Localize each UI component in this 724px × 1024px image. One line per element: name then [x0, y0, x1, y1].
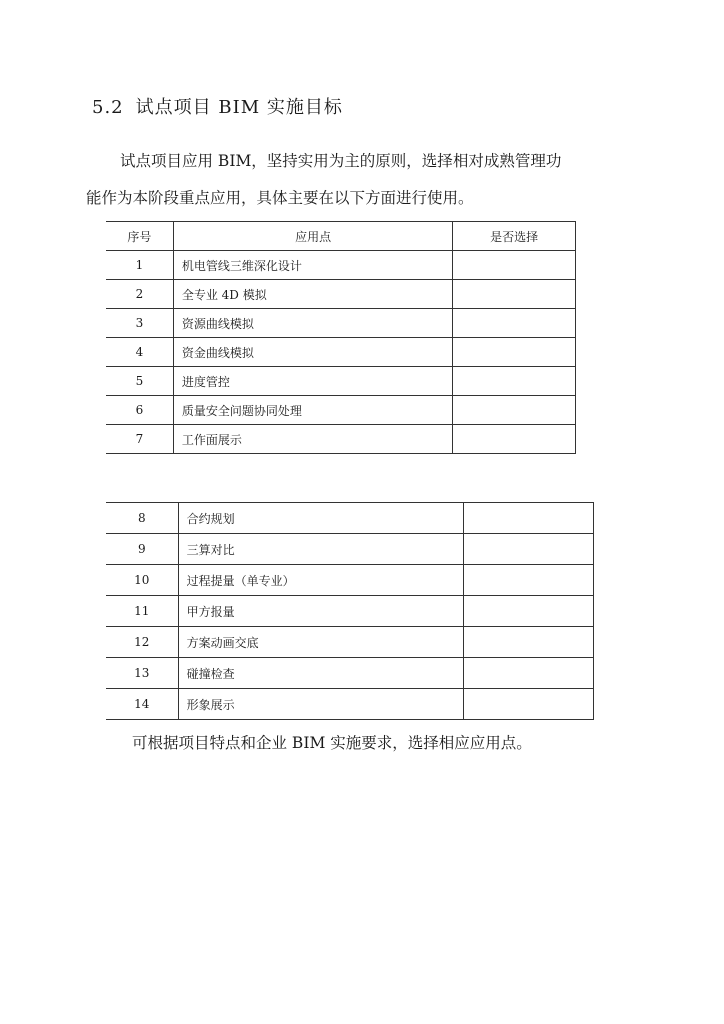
table-row [106, 627, 594, 658]
cell-select[interactable] [463, 565, 593, 596]
cell-no: 2 [106, 280, 173, 309]
table-row [106, 658, 594, 689]
cell-no: 13 [106, 658, 178, 689]
cell-item: 质量安全问题协同处理 [173, 396, 453, 425]
cell-select[interactable] [453, 367, 576, 396]
section-number: 5.2 [92, 97, 124, 118]
cell-no: 7 [106, 425, 173, 454]
table-row [106, 534, 594, 565]
cell-item: 甲方报量 [178, 596, 463, 627]
cell-select[interactable] [463, 534, 593, 565]
cell-select[interactable] [463, 503, 593, 534]
cell-select[interactable] [453, 396, 576, 425]
cell-item: 三算对比 [178, 534, 463, 565]
cell-item: 进度管控 [173, 367, 453, 396]
table-row [106, 280, 576, 309]
section-heading [92, 93, 343, 119]
cell-no: 14 [106, 689, 178, 720]
cell-no: 1 [106, 251, 173, 280]
cell-item: 过程提量（单专业） [178, 565, 463, 596]
cell-select[interactable] [453, 309, 576, 338]
intro-line-2: 能作为本阶段重点应用，具体主要在以下方面进行使用。 [86, 189, 474, 207]
cell-no: 12 [106, 627, 178, 658]
table-row [106, 338, 576, 367]
cell-item: 合约规划 [178, 503, 463, 534]
header-application: 应用点 [173, 222, 453, 251]
section-title: 试点项目 BIM 实施目标 [135, 97, 343, 118]
intro-paragraph [86, 143, 616, 217]
cell-select[interactable] [453, 251, 576, 280]
cell-item: 碰撞检查 [178, 658, 463, 689]
table-row [106, 503, 594, 534]
application-table-2 [106, 502, 594, 720]
table-row [106, 425, 576, 454]
cell-item: 资源曲线模拟 [173, 309, 453, 338]
table-row [106, 309, 576, 338]
cell-no: 6 [106, 396, 173, 425]
cell-no: 5 [106, 367, 173, 396]
header-select: 是否选择 [453, 222, 576, 251]
table-header-row [106, 222, 576, 251]
closing-paragraph: 可根据项目特点和企业 BIM 实施要求，选择相应应用点。 [132, 734, 532, 752]
cell-select[interactable] [463, 627, 593, 658]
cell-item: 方案动画交底 [178, 627, 463, 658]
cell-item: 全专业 4D 模拟 [173, 280, 453, 309]
cell-item: 形象展示 [178, 689, 463, 720]
cell-no: 3 [106, 309, 173, 338]
cell-item: 机电管线三维深化设计 [173, 251, 453, 280]
application-table-1 [106, 221, 576, 454]
cell-no: 11 [106, 596, 178, 627]
table-row [106, 396, 576, 425]
table-row [106, 367, 576, 396]
header-no: 序号 [106, 222, 173, 251]
cell-no: 8 [106, 503, 178, 534]
cell-select[interactable] [453, 425, 576, 454]
cell-select[interactable] [463, 658, 593, 689]
table-row [106, 565, 594, 596]
cell-item: 工作面展示 [173, 425, 453, 454]
table-row [106, 596, 594, 627]
intro-line-1: 试点项目应用 BIM，坚持实用为主的原则，选择相对成熟管理功 [120, 152, 562, 170]
table-row [106, 689, 594, 720]
cell-no: 10 [106, 565, 178, 596]
cell-no: 4 [106, 338, 173, 367]
cell-item: 资金曲线模拟 [173, 338, 453, 367]
cell-select[interactable] [453, 338, 576, 367]
cell-select[interactable] [463, 596, 593, 627]
cell-select[interactable] [463, 689, 593, 720]
table-row [106, 251, 576, 280]
cell-no: 9 [106, 534, 178, 565]
cell-select[interactable] [453, 280, 576, 309]
